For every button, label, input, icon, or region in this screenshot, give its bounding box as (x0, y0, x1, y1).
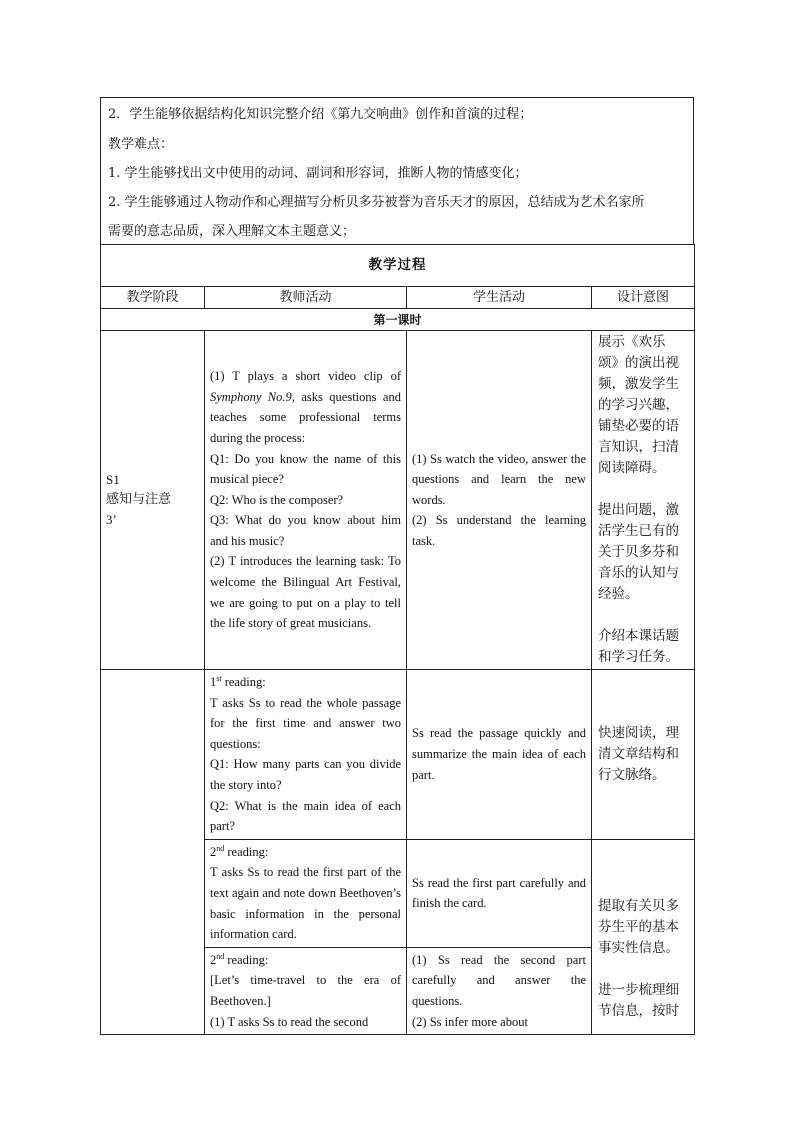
text-run: reading: (221, 675, 266, 689)
intent-line: 行文脉络。 (598, 766, 666, 783)
teacher-activity-cell (205, 839, 407, 947)
difficulty-label: 教学难点： (108, 137, 174, 152)
italic-title: Symphony No.9 (210, 389, 292, 404)
difficulty-line: 2. 学生能够通过人物动作和心理描写分析贝多芬被誉为音乐天才的原因，总结成为艺术名家所 (108, 195, 645, 210)
intent-line: 的学习兴趣， (598, 397, 679, 413)
student-para: Ss read the first part carefully and finish the card. (412, 875, 586, 911)
text-run: reading: (224, 844, 269, 859)
intent-line: 清文章结构和 (598, 745, 679, 762)
table-row (101, 331, 695, 670)
question: Q1: How many parts can you divide the story into? (210, 757, 401, 792)
student-para: (1) Ss watch the video, answer the questions and learn the new words. (412, 451, 586, 507)
student-activity-cell (407, 331, 592, 670)
teacher-activity-cell (205, 670, 407, 840)
intent-line: 阅读障碍。 (598, 460, 666, 476)
intent-line: 提取有关贝多 (598, 897, 679, 914)
question: Q3: What do you know about him and his music? (210, 513, 401, 548)
teacher-activity-cell (205, 947, 407, 1034)
stage-name: 感知与注意 (106, 492, 172, 507)
reading-label (210, 950, 401, 971)
intent-line: 活学生已有的 (598, 523, 679, 539)
teacher-activity-cell (205, 331, 407, 670)
ordinal-suffix: st (216, 673, 222, 683)
student-activity-cell (407, 670, 592, 840)
text-run: 1 (210, 675, 217, 689)
intent-line: 进一步梳理细 (598, 981, 679, 998)
header-teacher: 教师活动 (205, 287, 407, 309)
stage-cell (101, 331, 205, 670)
intent-line: 节信息，按时 (598, 1002, 679, 1019)
table-title: 教学过程 (101, 245, 695, 287)
lesson-label: 第一课时 (101, 309, 695, 331)
design-intent-cell (592, 839, 695, 1034)
question: Q2: What is the main idea of each part? (210, 798, 401, 834)
intent-line: 芬生平的基本 (598, 918, 679, 935)
header-stage: 教学阶段 (101, 287, 205, 309)
intent-line: 颂》的演出视 (598, 355, 679, 371)
question: Q2: Who is the composer? (210, 492, 344, 507)
intent-line: 关于贝多芬和 (598, 544, 679, 560)
question: Q1: Do you know the name of this musical piece? (210, 451, 401, 487)
intent-line: 介绍本课话题 (598, 628, 679, 644)
student-para: (2) Ss understand the learning task. (412, 513, 586, 548)
teacher-para: [Let’s time-travel to the era of Beethoven.] (210, 973, 401, 1008)
intent-line: 快速阅读，理 (598, 724, 679, 741)
intent-line: 事实性信息。 (598, 939, 679, 956)
reading-label (210, 672, 401, 693)
ordinal-suffix: nd (216, 843, 225, 853)
text-run: , asks questions and teaches some professional terms during the process: (210, 389, 401, 445)
reading-label (210, 842, 401, 863)
intent-line: 和学习任务。 (598, 649, 679, 665)
intent-line: 音乐的认知与 (598, 565, 679, 581)
table-row (101, 670, 695, 840)
student-para: (2) Ss infer more about (412, 1014, 528, 1029)
stage-time: 3’ (106, 512, 117, 527)
difficulty-line: 需要的意志品质，深入理解文本主题意义； (108, 224, 356, 239)
text-run: (1) T plays a short video clip of (210, 369, 401, 384)
header-student: 学生活动 (407, 287, 592, 309)
header-intent: 设计意图 (592, 287, 695, 309)
stage-cell (101, 670, 205, 1035)
student-activity-cell (407, 947, 592, 1034)
intent-line: 铺垫必要的语 (598, 418, 679, 434)
text-run: 2 (210, 952, 217, 967)
objective-line: 2．学生能够依据结构化知识完整介绍《第九交响曲》创作和首演的过程； (108, 107, 533, 122)
student-para: Ss read the passage quickly and summarize the main idea of each part. (412, 726, 586, 782)
intent-line: 提出问题，激 (598, 502, 679, 518)
ordinal-suffix: nd (216, 951, 225, 961)
teacher-para: T asks Ss to read the whole passage for the first time and answer two questions: (210, 695, 401, 751)
teacher-para (210, 366, 401, 448)
objectives-box (100, 97, 694, 245)
teaching-process-table (100, 244, 695, 1035)
teacher-para: T asks Ss to read the first part of the text again and note down Beethoven’s basic information in the personal information card. (210, 865, 401, 942)
teacher-para: (2) T introduces the learning task: To welcome the Bilingual Art Festival, we are going to put on a play to tell the life story of great musicians. (210, 554, 401, 631)
intent-line: 言知识，扫清 (598, 439, 679, 455)
intent-line: 展示《欢乐 (598, 334, 666, 350)
student-activity-cell (407, 839, 592, 947)
text-run: reading: (224, 952, 269, 967)
student-para: (1) Ss read the second part carefully and answer the questions. (412, 952, 586, 1008)
text-run: 2 (210, 844, 217, 859)
stage-code: S1 (106, 472, 120, 487)
intent-line: 频，激发学生 (598, 376, 679, 392)
teacher-para: (1) T asks Ss to read the second (210, 1014, 369, 1029)
design-intent-cell (592, 331, 695, 670)
intent-line: 经验。 (598, 586, 639, 602)
difficulty-line: 1. 学生能够找出文中使用的动词、副词和形容词，推断人物的情感变化； (108, 166, 528, 181)
design-intent-cell (592, 670, 695, 840)
table-header-row (101, 287, 695, 309)
